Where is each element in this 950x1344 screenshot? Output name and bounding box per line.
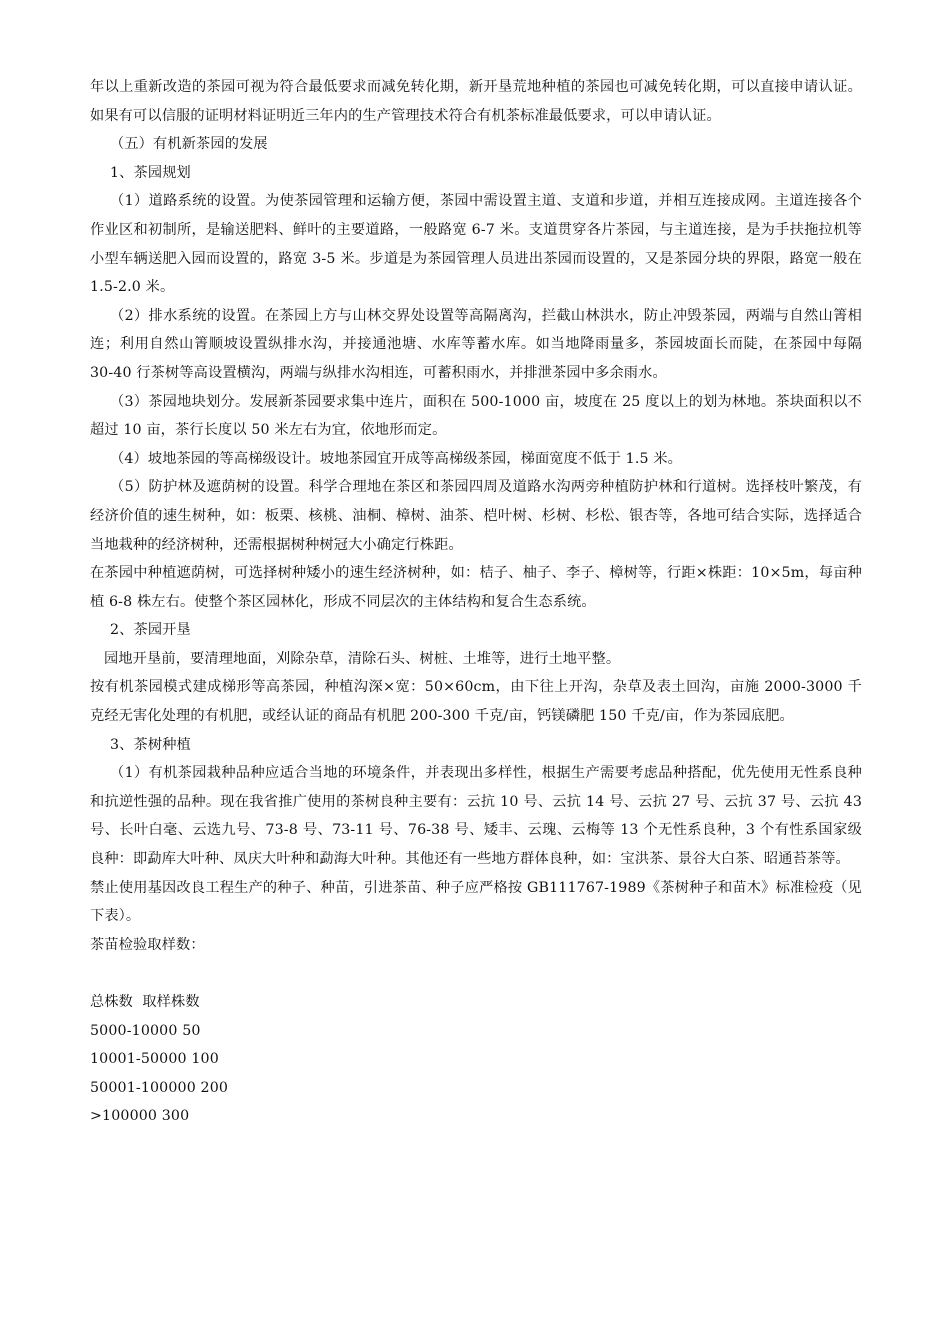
sampling-table xyxy=(90,988,862,1131)
section-heading: （五）有机新茶园的发展 xyxy=(110,136,268,153)
table-row: 10001-50000 100 xyxy=(90,1051,219,1068)
paragraph: （1）有机茶园栽种品种应适合当地的环境条件，并表现出多样性，根据生产需要考虑品种搭配，优先使用无性系良种和抗逆性强的品种。现在我省推广使用的茶树良种主要有：云抗 10 号、云抗 14 号、云抗 27 号、云抗 37 号、云抗 43 号、长叶白毫、云选九号、73-8 号、73-11 号、76-38 号、矮丰、云瑰、云梅等 13 个无性系良种，3 个有性系国家级良种：即勐库大叶种、凤庆大叶种和勐海大叶种。其他还有一些地方群体良种，如：宝洪茶、景谷大白茶、昭通苔茶等。 xyxy=(90,765,862,868)
subsection-heading: 2、茶园开垦 xyxy=(110,622,191,639)
paragraph: （4）坡地茶园的等高梯级设计。坡地茶园宜开成等高梯级茶园，梯面宽度不低于 1.5 米。 xyxy=(110,450,682,467)
paragraph: 年以上重新改造的茶园可视为符合最低要求而减免转化期，新开垦荒地种植的茶园也可减免转化期，可以直接申请认证。如果有可以信服的证明材料证明近三年内的生产管理技术符合有机茶标准最低要求，可以申请认证。 xyxy=(90,79,862,124)
blank-line xyxy=(90,959,862,988)
document-page xyxy=(90,73,862,1131)
paragraph: （3）茶园地块划分。发展新茶园要求集中连片，面积在 500-1000 亩，坡度在 25 度以上的划为林地。茶块面积以不超过 10 亩，茶行长度以 50 米左右为宜，依地形而定。 xyxy=(90,393,862,439)
paragraph: （2）排水系统的设置。在茶园上方与山林交界处设置等高隔离沟，拦截山林洪水，防止冲毁茶园，两端与自然山箐相连；利用自然山箐顺坡设置纵排水沟，并接通池塘、水库等蓄水库。如当地降雨量多，茶园坡面长而陡，在茶园中每隔 30-40 行茶树等高设置横沟，两端与纵排水沟相连，可蓄积雨水，并排泄茶园中多余雨水。 xyxy=(90,307,862,381)
table-row: >100000 300 xyxy=(90,1108,190,1125)
paragraph: （5）防护林及遮荫树的设置。科学合理地在茶区和茶园四周及道路水沟两旁种植防护林和行道树。选择枝叶繁茂，有经济价值的速生树种，如：板栗、核桃、油桐、樟树、油茶、桤叶树、杉树、杉松、银杏等，各地可结合实际，选择适合当地栽种的经济树种，还需根据树种树冠大小确定行株距。 xyxy=(90,479,862,553)
paragraph: 按有机茶园模式建成梯形等高茶园，种植沟深×宽：50×60cm，由下往上开沟，杂草及表土回沟，亩施 2000-3000 千克经无害化处理的有机肥，或经认证的商品有机肥 200-300 千克/亩，钙镁磷肥 150 千克/亩，作为茶园底肥。 xyxy=(90,679,862,725)
table-row: 50001-100000 200 xyxy=(90,1079,229,1096)
table-header: 总株数 取样株数 xyxy=(90,994,200,1010)
subsection-heading: 1、茶园规划 xyxy=(110,164,191,181)
paragraph: 园地开垦前，要清理地面，刈除杂草，清除石头、树桩、土堆等，进行土地平整。 xyxy=(104,650,621,667)
paragraph: 茶苗检验取样数： xyxy=(90,936,205,953)
paragraph: （1）道路系统的设置。为使茶园管理和运输方便，茶园中需设置主道、支道和步道，并相互连接成网。主道连接各个作业区和初制所，是输送肥料、鲜叶的主要道路，一般路宽 6-7 米。支道贯穿各片茶园，与主道连接，是为手扶拖拉机等小型车辆送肥入园而设置的，路宽 3-5 米。步道是为茶园管理人员进出茶园而设置的，又是茶园分块的界限，路宽一般在 1.5-2.0 米。 xyxy=(90,193,862,296)
paragraph: 禁止使用基因改良工程生产的种子、种苗，引进茶苗、种子应严格按 GB111767-1989《茶树种子和苗木》标准检疫（见下表）。 xyxy=(90,879,862,925)
subsection-heading: 3、茶树种植 xyxy=(110,736,191,753)
table-row: 5000-10000 50 xyxy=(90,1022,201,1039)
paragraph: 在茶园中种植遮荫树，可选择树种矮小的速生经济树种，如：桔子、柚子、李子、樟树等，行距×株距：10×5m，每亩种植 6-8 株左右。使整个茶区园林化，形成不同层次的主体结构和复合生态系统。 xyxy=(90,565,862,610)
